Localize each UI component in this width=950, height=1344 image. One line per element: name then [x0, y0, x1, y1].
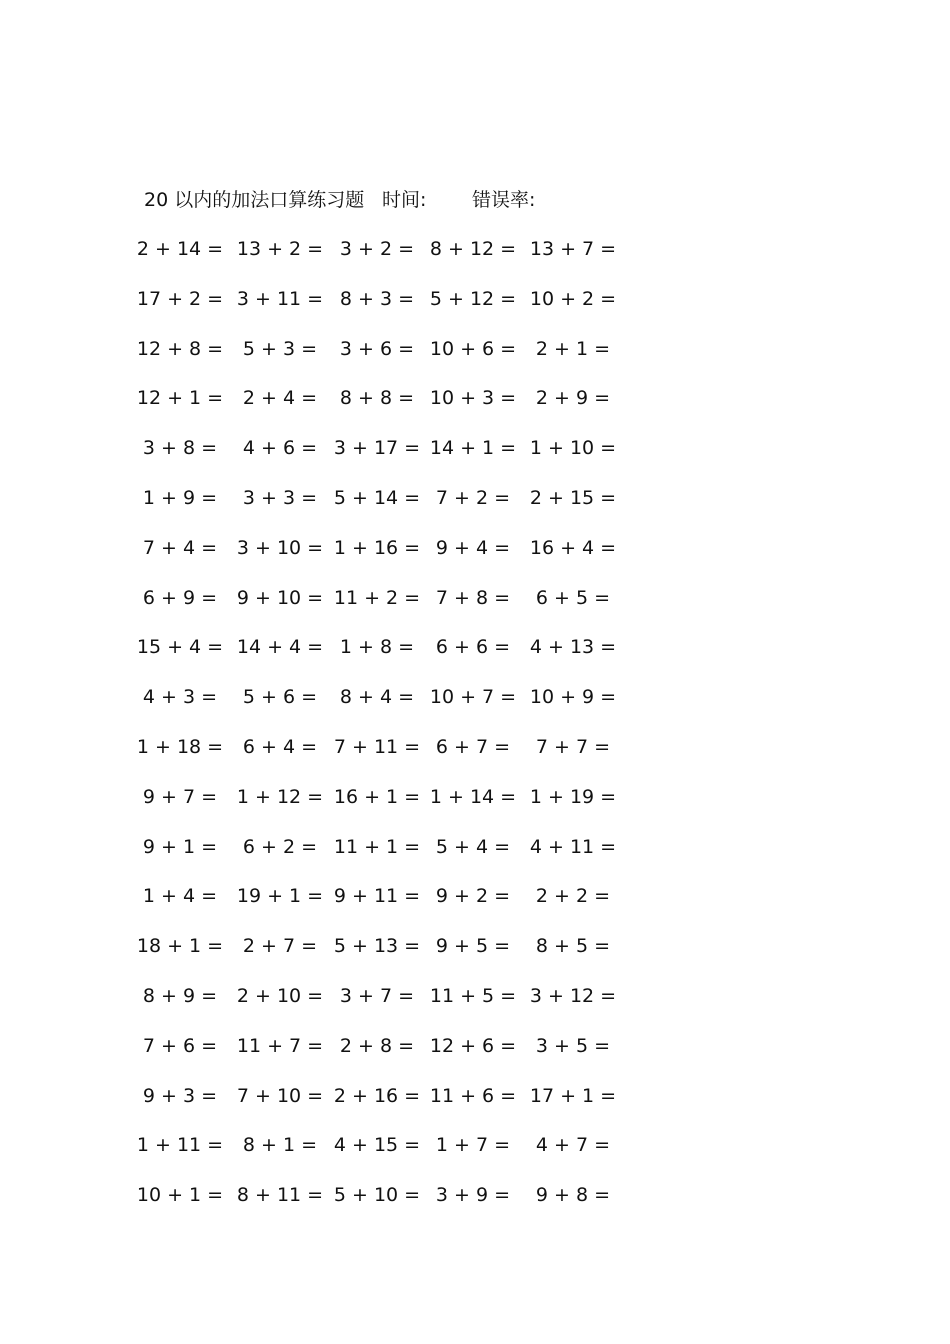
problem-cell: 8 + 11 =: [236, 1184, 324, 1207]
problem-cell: 2 + 4 =: [242, 387, 318, 410]
problem-cell: 11 + 1 =: [333, 835, 421, 858]
problem-cell: 10 + 7 =: [429, 686, 517, 709]
problem-cell: 1 + 8 =: [339, 636, 415, 659]
problem-cell: 16 + 4 =: [529, 536, 617, 559]
problem-cell: 3 + 17 =: [333, 437, 421, 460]
problem-cell: 3 + 2 =: [339, 238, 415, 260]
problem-cell: 5 + 12 =: [429, 287, 517, 310]
problem-cell: 11 + 2 =: [333, 586, 421, 609]
problem-cell: 9 + 2 =: [435, 885, 511, 908]
problem-row: [130, 632, 630, 682]
problem-row: [130, 1031, 630, 1081]
problem-row: [130, 533, 630, 583]
problem-cell: 2 + 7 =: [242, 935, 318, 958]
problem-cell: 6 + 5 =: [535, 586, 611, 609]
problem-cell: 3 + 8 =: [142, 437, 218, 460]
problem-cell: 9 + 1 =: [142, 835, 218, 858]
problem-cell: 17 + 2 =: [136, 287, 224, 310]
problem-cell: 9 + 10 =: [236, 586, 324, 609]
problem-cell: 18 + 1 =: [136, 935, 224, 958]
problem-cell: 2 + 15 =: [529, 486, 617, 509]
problem-cell: 5 + 6 =: [242, 686, 318, 709]
problem-cell: 2 + 8 =: [339, 1034, 415, 1057]
problem-cell: 9 + 3 =: [142, 1084, 218, 1107]
problem-cell: 10 + 3 =: [429, 387, 517, 410]
problem-cell: 6 + 7 =: [435, 735, 511, 758]
problem-cell: 10 + 9 =: [529, 686, 617, 709]
problem-cell: 1 + 18 =: [136, 735, 224, 758]
problem-cell: 6 + 9 =: [142, 586, 218, 609]
problem-cell: 1 + 10 =: [529, 437, 617, 460]
problem-cell: 7 + 11 =: [333, 735, 421, 758]
problem-cell: 3 + 7 =: [339, 984, 415, 1007]
worksheet-title: 20 以内的加法口算练习题: [144, 189, 365, 211]
problem-cell: 3 + 5 =: [535, 1034, 611, 1057]
problem-cell: 9 + 11 =: [333, 885, 421, 908]
problem-cell: 7 + 4 =: [142, 536, 218, 559]
problem-row: [130, 1180, 630, 1230]
problem-cell: 1 + 16 =: [333, 536, 421, 559]
problem-cell: 3 + 10 =: [236, 536, 324, 559]
problem-cell: 12 + 1 =: [136, 387, 224, 410]
problem-cell: 2 + 1 =: [535, 337, 611, 360]
problem-row: [130, 881, 630, 931]
problem-cell: 4 + 6 =: [242, 437, 318, 460]
problem-cell: 13 + 2 =: [236, 238, 324, 260]
problem-cell: 9 + 4 =: [435, 536, 511, 559]
problem-cell: 8 + 12 =: [429, 238, 517, 260]
problem-cell: 1 + 7 =: [435, 1134, 511, 1157]
problem-cell: 5 + 4 =: [435, 835, 511, 858]
problem-cell: 8 + 9 =: [142, 984, 218, 1007]
problem-cell: 2 + 14 =: [136, 238, 224, 260]
problem-row: [130, 931, 630, 981]
problem-cell: 5 + 10 =: [333, 1184, 421, 1207]
problem-cell: 2 + 9 =: [535, 387, 611, 410]
problem-row: [130, 732, 630, 782]
problem-cell: 11 + 7 =: [236, 1034, 324, 1057]
problem-cell: 11 + 6 =: [429, 1084, 517, 1107]
problem-cell: 6 + 6 =: [435, 636, 511, 659]
problem-cell: 3 + 6 =: [339, 337, 415, 360]
problem-row: [130, 1130, 630, 1180]
problem-cell: 10 + 2 =: [529, 287, 617, 310]
problem-cell: 7 + 2 =: [435, 486, 511, 509]
problem-cell: 19 + 1 =: [236, 885, 324, 908]
problem-cell: 10 + 1 =: [136, 1184, 224, 1207]
problem-row: [130, 782, 630, 832]
problem-cell: 5 + 14 =: [333, 486, 421, 509]
problem-cell: 13 + 7 =: [529, 238, 617, 260]
problem-cell: 1 + 4 =: [142, 885, 218, 908]
problem-cell: 14 + 4 =: [236, 636, 324, 659]
problem-cell: 2 + 16 =: [333, 1084, 421, 1107]
problem-row: [130, 334, 630, 384]
problem-cell: 7 + 6 =: [142, 1034, 218, 1057]
problem-cell: 8 + 4 =: [339, 686, 415, 709]
problem-cell: 8 + 5 =: [535, 935, 611, 958]
problem-row: [130, 433, 630, 483]
problem-cell: 1 + 19 =: [529, 785, 617, 808]
problem-cell: 16 + 1 =: [333, 785, 421, 808]
problem-row: [130, 832, 630, 882]
problem-row: [130, 682, 630, 732]
problem-cell: 10 + 6 =: [429, 337, 517, 360]
problem-row: [130, 981, 630, 1031]
problem-cell: 4 + 7 =: [535, 1134, 611, 1157]
problem-row: [130, 234, 630, 284]
problem-cell: 9 + 8 =: [535, 1184, 611, 1207]
problem-cell: 2 + 2 =: [535, 885, 611, 908]
problem-cell: 12 + 8 =: [136, 337, 224, 360]
problem-cell: 8 + 3 =: [339, 287, 415, 310]
problem-cell: 15 + 4 =: [136, 636, 224, 659]
problem-cell: 14 + 1 =: [429, 437, 517, 460]
problem-cell: 8 + 8 =: [339, 387, 415, 410]
problem-cell: 5 + 13 =: [333, 935, 421, 958]
problem-cell: 5 + 3 =: [242, 337, 318, 360]
problem-cell: 4 + 15 =: [333, 1134, 421, 1157]
problem-cell: 2 + 10 =: [236, 984, 324, 1007]
problem-row: [130, 1081, 630, 1131]
problem-row: [130, 483, 630, 533]
problem-cell: 1 + 11 =: [136, 1134, 224, 1157]
problem-cell: 1 + 9 =: [142, 486, 218, 509]
problem-cell: 3 + 9 =: [435, 1184, 511, 1207]
problem-grid: [130, 234, 630, 1230]
problem-row: [130, 583, 630, 633]
problem-cell: 1 + 14 =: [429, 785, 517, 808]
problem-row: [130, 383, 630, 433]
error-rate-label: 错误率:: [472, 189, 536, 211]
problem-cell: 3 + 11 =: [236, 287, 324, 310]
problem-cell: 7 + 8 =: [435, 586, 511, 609]
problem-cell: 12 + 6 =: [429, 1034, 517, 1057]
problem-cell: 7 + 10 =: [236, 1084, 324, 1107]
problem-cell: 4 + 3 =: [142, 686, 218, 709]
problem-cell: 4 + 11 =: [529, 835, 617, 858]
problem-cell: 4 + 13 =: [529, 636, 617, 659]
problem-cell: 8 + 1 =: [242, 1134, 318, 1157]
problem-cell: 3 + 3 =: [242, 486, 318, 509]
problem-cell: 1 + 12 =: [236, 785, 324, 808]
problem-cell: 7 + 7 =: [535, 735, 611, 758]
time-label: 时间:: [382, 189, 427, 211]
problem-cell: 9 + 5 =: [435, 935, 511, 958]
problem-cell: 17 + 1 =: [529, 1084, 617, 1107]
problem-cell: 3 + 12 =: [529, 984, 617, 1007]
problem-cell: 9 + 7 =: [142, 785, 218, 808]
problem-cell: 11 + 5 =: [429, 984, 517, 1007]
problem-cell: 6 + 4 =: [242, 735, 318, 758]
problem-row: [130, 284, 630, 334]
problem-cell: 6 + 2 =: [242, 835, 318, 858]
